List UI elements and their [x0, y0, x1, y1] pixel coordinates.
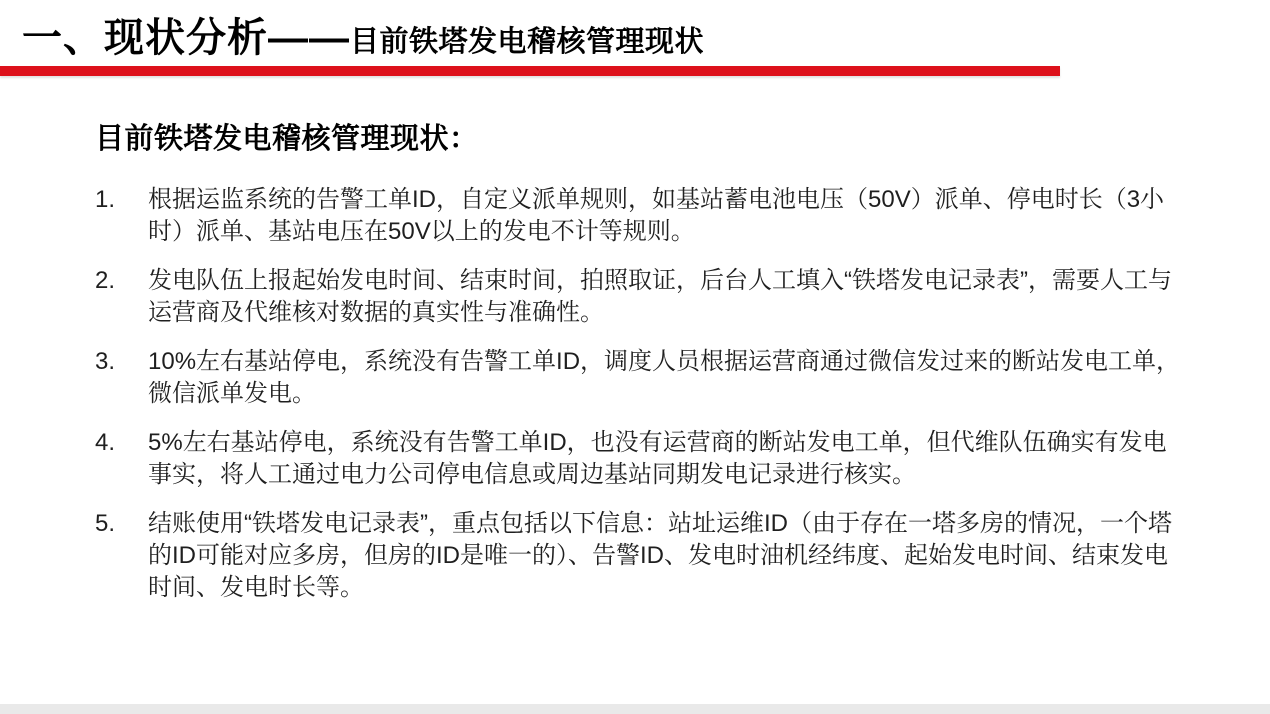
list-item — [95, 427, 1190, 491]
list-item — [95, 508, 1190, 604]
slide-title-main: 一、现状分析—— — [22, 16, 350, 60]
slide-body — [95, 116, 1190, 621]
list-item-text: 5%左右基站停电，系统没有告警工单ID，也没有运营商的断站发电工单，但代维队伍确实有发电事实，将人工通过电力公司停电信息或周边基站同期发电记录进行核实。 — [148, 429, 1167, 488]
list-item-text: 10%左右基站停电，系统没有告警工单ID，调度人员根据运营商通过微信发过来的断站发电工单，微信派单发电。 — [148, 348, 1181, 407]
title-underline-bar — [0, 66, 1060, 76]
list-item — [95, 265, 1190, 329]
list-item-number: 1. — [95, 186, 116, 213]
list-item — [95, 346, 1190, 410]
list-item-number: 3. — [95, 348, 116, 375]
list-item-number: 2. — [95, 267, 116, 294]
bottom-edge-strip — [0, 704, 1270, 714]
list-item-number: 5. — [95, 510, 116, 537]
numbered-list — [95, 184, 1190, 604]
section-heading: 目前铁塔发电稽核管理现状： — [95, 123, 479, 155]
list-item-text: 发电队伍上报起始发电时间、结束时间，拍照取证，后台人工填入“铁塔发电记录表”，需要人工与运营商及代维核对数据的真实性与准确性。 — [148, 267, 1172, 326]
slide-title — [22, 6, 704, 63]
list-item-number: 4. — [95, 429, 116, 456]
slide-title-sub: 目前铁塔发电稽核管理现状 — [350, 26, 705, 58]
list-item-text: 结账使用“铁塔发电记录表”，重点包括以下信息：站址运维ID（由于存在一塔多房的情况，一个塔的ID可能对应多房，但房的ID是唯一的）、告警ID、发电时油机经纬度、起始发电时间、结束发电时间、发电时长等。 — [148, 510, 1172, 601]
list-item — [95, 184, 1190, 248]
list-item-text: 根据运监系统的告警工单ID，自定义派单规则，如基站蓄电池电压（50V）派单、停电时长（3小时）派单、基站电压在50V以上的发电不计等规则。 — [148, 186, 1165, 245]
